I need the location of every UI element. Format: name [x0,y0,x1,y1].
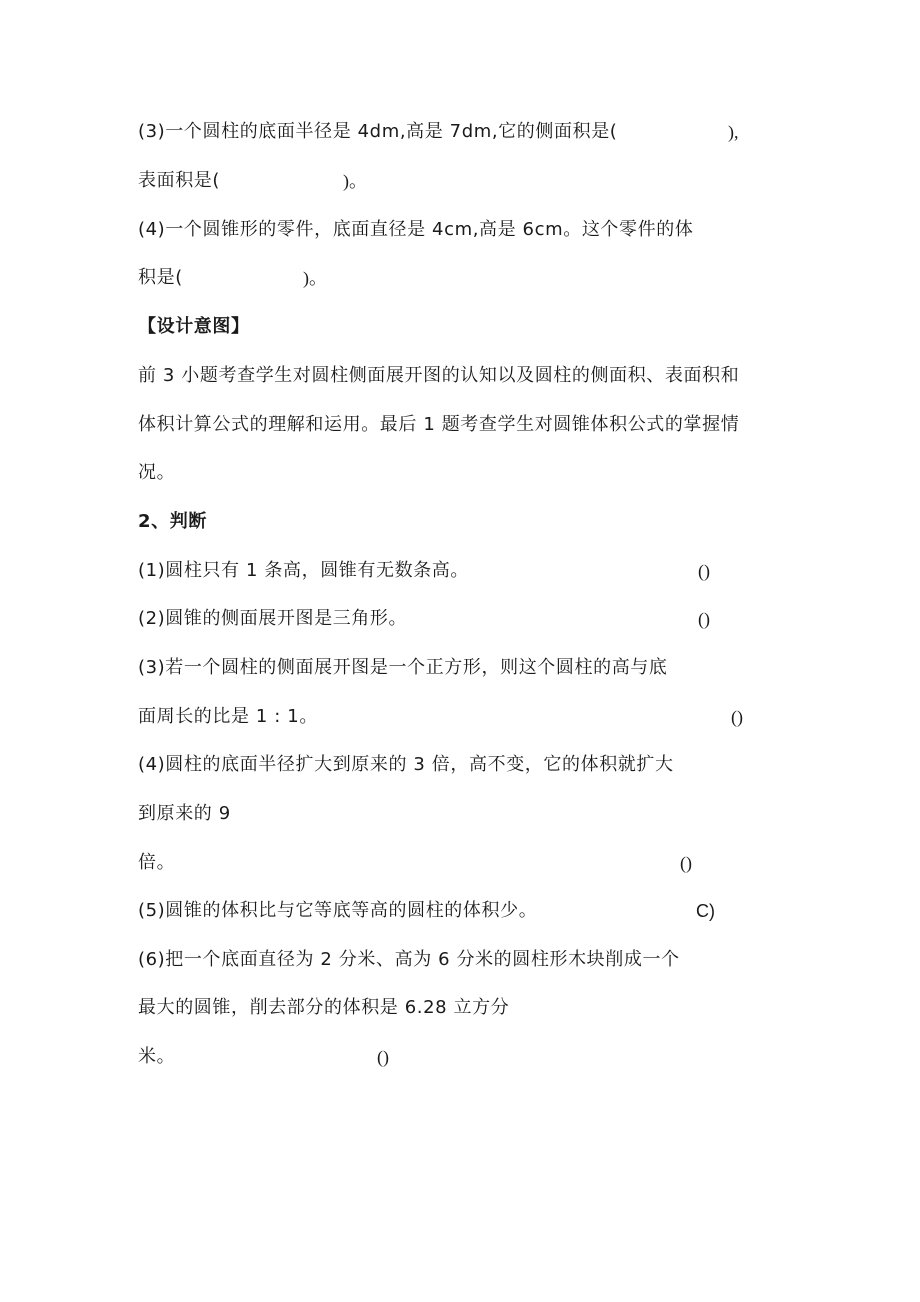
judge-q4-line1: (4)圆柱的底面半径扩大到原来的 3 倍，高不变，它的体积就扩大 [138,754,674,775]
judge-q6-line2: 最大的圆锥，削去部分的体积是 6.28 立方分 [138,997,510,1018]
fill-q3-line2: 表面积是( [138,170,221,191]
fill-q4-line2: 积是( [138,267,183,288]
design-intent-line-3: 况。 [138,462,176,483]
fill-q4-line2-close: )。 [303,268,327,288]
judge-q3-paren: () [731,707,743,727]
judge-q2: (2)圆锥的侧面展开图是三角形。 [138,608,408,629]
fill-q3-line1-close: ), [728,122,739,142]
judge-q4-line2: 到原来的 9 [138,803,231,824]
fill-q3-line2-close: )。 [343,171,367,191]
judge-q4-line3: 倍。 [138,852,176,873]
judge-q5-paren: C) [696,901,715,921]
design-intent-heading: 【设计意图】 [138,316,250,337]
judge-q6-line3: 米。 [138,1046,176,1067]
judge-q6-line1: (6)把一个底面直径为 2 分米、高为 6 分米的圆柱形木块削成一个 [138,949,680,970]
judge-q4-paren: () [680,853,692,873]
judge-q1-paren: () [698,561,710,581]
judge-q1: (1)圆柱只有 1 条高，圆锥有无数条高。 [138,560,469,581]
design-intent-line-1: 前 3 小题考查学生对圆柱侧面展开图的认知以及圆柱的侧面积、表面积和 [138,365,740,386]
design-intent-line-2: 体积计算公式的理解和运用。最后 1 题考查学生对圆锥体积公式的掌握情 [138,414,740,435]
judge-heading: 2、判断 [138,511,207,532]
judge-q3-line1: (3)若一个圆柱的侧面展开图是一个正方形，则这个圆柱的高与底 [138,657,668,678]
judge-q3-line2: 面周长的比是 1 : 1。 [138,706,318,727]
fill-q4-line1: (4)一个圆锥形的零件，底面直径是 4cm,高是 6cm。这个零件的体 [138,219,694,240]
judge-q2-paren: () [698,609,710,629]
fill-q3-line1: (3)一个圆柱的底面半径是 4dm,高是 7dm,它的侧面积是( [138,121,618,142]
judge-q5: (5)圆锥的体积比与它等底等高的圆柱的体积少。 [138,900,538,921]
judge-q6-paren: () [377,1047,389,1067]
